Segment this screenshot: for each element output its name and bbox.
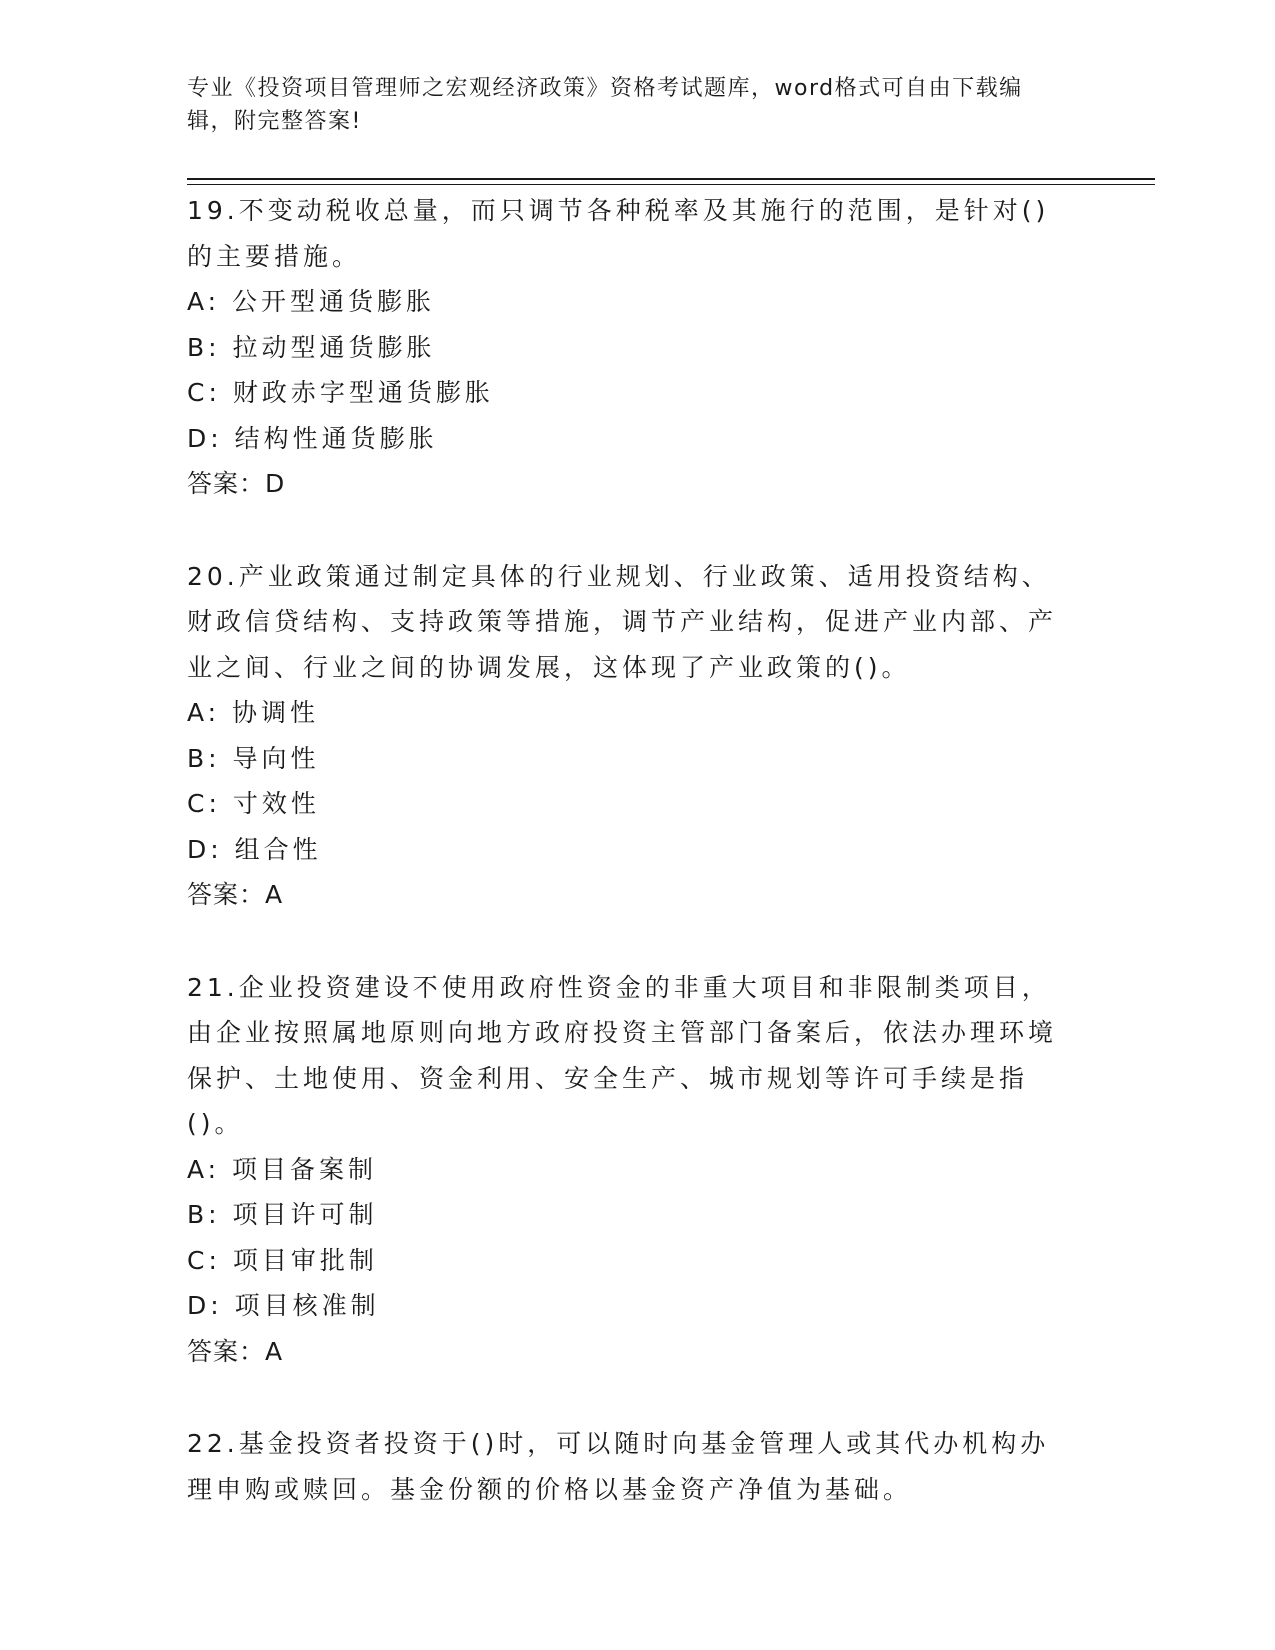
answer-line: 答案：A: [187, 880, 284, 909]
option-c: C: 财政赤字型通货膨胀: [187, 378, 494, 407]
question-stem: 22.基金投资者投资于()时，可以随时向基金管理人或其代办机构办理申购或赎回。基金份额的价格以基金资产净值为基础。: [187, 1429, 1050, 1504]
answer-line: 答案：D: [187, 469, 286, 498]
option-d: D: 项目核准制: [187, 1291, 380, 1320]
question-22: [187, 1421, 1067, 1512]
option-d: D: 结构性通货膨胀: [187, 423, 438, 453]
header-divider-thick: [187, 178, 1155, 180]
option-b: B: 导向性: [187, 743, 320, 773]
option-d: D: 组合性: [187, 834, 322, 864]
option-a: A: 协调性: [187, 698, 320, 727]
option-b: B: 拉动型通货膨胀: [187, 332, 436, 362]
option-a: A: 公开型通货膨胀: [187, 287, 436, 316]
question-stem: 20.产业政策通过制定具体的行业规划、行业政策、适用投资结构、财政信贷结构、支持政策等措施，调节产业结构，促进产业内部、产业之间、行业之间的协调发展，这体现了产业政策的()。: [187, 561, 1058, 682]
answer-line: 答案：A: [187, 1336, 284, 1366]
question-stem: 21.企业投资建设不使用政府性资金的非重大项目和非限制类项目，由企业按照属地原则向地方政府投资主管部门备案后，依法办理环境保护、土地使用、资金利用、安全生产、城市规划等许可手续是指()。: [187, 972, 1058, 1138]
question-19: [187, 188, 1067, 507]
document-header: 专业《投资项目管理师之宏观经济政策》资格考试题库，word格式可自由下载编辑，附完整答案!: [187, 76, 1023, 134]
option-a: A: 项目备案制: [187, 1154, 378, 1184]
option-c: C: 寸效性: [187, 789, 320, 818]
question-stem: 19.不变动税收总量，而只调节各种税率及其施行的范围，是针对()的主要措施。: [187, 196, 1050, 271]
option-b: B: 项目许可制: [187, 1200, 378, 1229]
question-21: [187, 965, 1067, 1375]
question-list: [187, 188, 1067, 1559]
question-20: [187, 554, 1067, 918]
header-divider-thin: [187, 184, 1155, 185]
option-c: C: 项目审批制: [187, 1245, 378, 1275]
